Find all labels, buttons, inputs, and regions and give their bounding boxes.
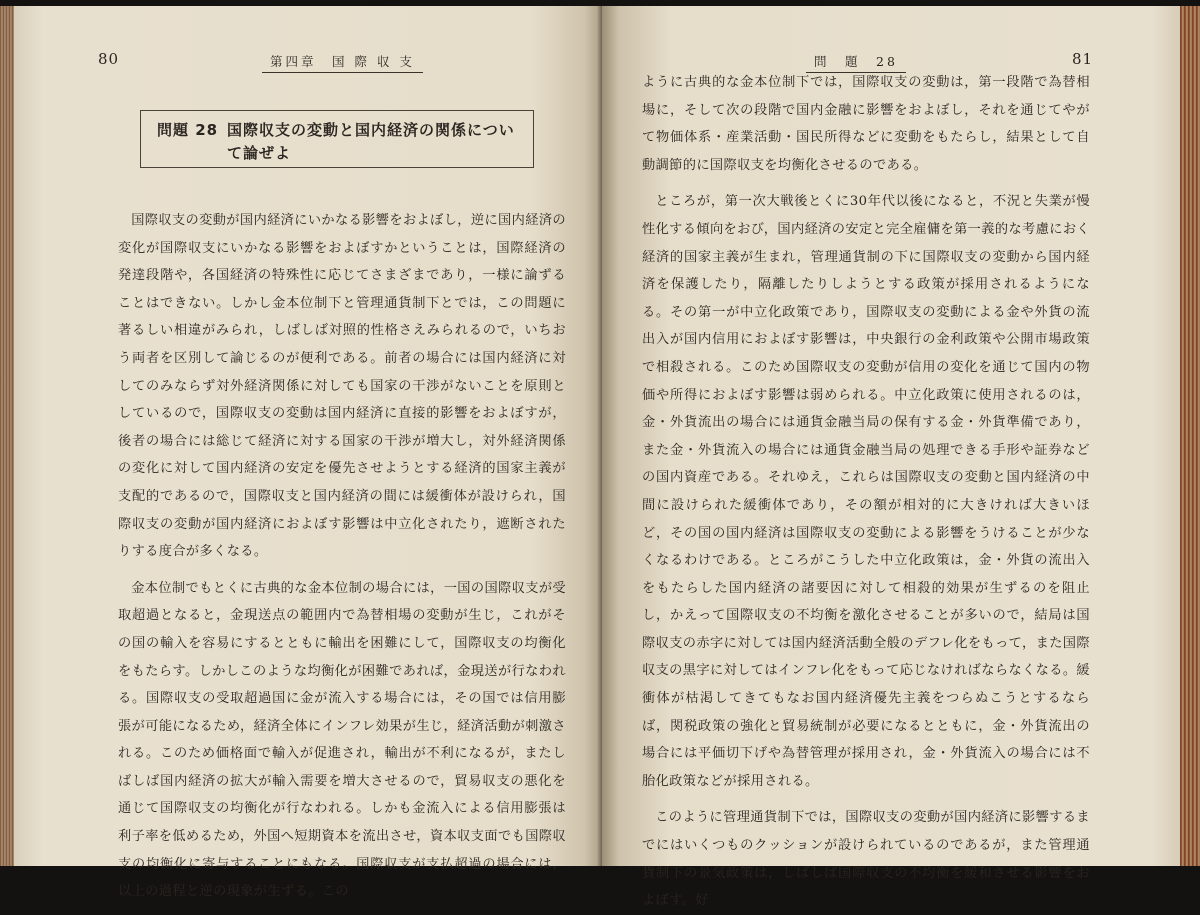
body-text bbox=[642, 69, 1090, 915]
right-page bbox=[602, 6, 1180, 909]
question-title: 国際収支の変動と国内経済の関係について論ぜよ bbox=[227, 121, 515, 162]
book-edge-left bbox=[0, 6, 14, 866]
question-label: 問題 28 bbox=[157, 121, 219, 139]
paragraph: ところが，第一次大戦後とくに30年代以後になると，不況と失業が慢性化する傾向をおび，国内経済の安定と完全雇傭を第一義的な考慮におく経済的国家主義が生まれ，管理通貨制の下に国際収支の変動から国内経済を保護したり，隔離したりしようとする政策が採用されるようになる。その第一が中立化政策であり，国際収支の変動による金や外貨の流出入が国内信用におよぼす影響は，中央銀行の金利政策や公開市場政策で相殺される。このため国際収支の変動が信用の変化を通じて国内の物価や所得におよぼす影響は弱められる。中立化政策に使用されるのは，金・外貨流出の場合には通貨金融当局の保有する金・外貨準備であり，また金・外貨流入の場合には通貨金融当局の処理できる手形や証券などの国内資産である。それゆえ，これらは国際収支の変動と国内経済の中間に設けられた緩衝体であり，その額が相対的に大きければ大きいほど，その国の国内経済は国際収支の変動による影響をうけることが少なくなるわけである。ところがこうした中立化政策は，金・外貨の流出入をもたらした国内経済の諸要因に対して相殺的効果が生ずるのを阻止し，かえって国際収支の不均衡を激化させることが多いので，結局は国際収支の赤字に対しては国内経済活動全般のデフレ化をもって，また国際収支の黒字に対してはインフレ化をもって応じなければならなくなる。緩衝体が枯渇してきてもなお国内経済優先主義をつらぬこうとするならば，関税政策の強化と貿易統制が必要になるとともに，金・外貨流出の場合には平価切下げや為替管理が採用され，金・外貨流入の場合には不胎化政策などが採用される。 bbox=[642, 194, 1090, 789]
paragraph: 金本位制でもとくに古典的な金本位制の場合には，一国の国際収支が受取超過となると，金現送点の範囲内で為替相場の変動が生じ，これがその国の輸入を容易にするとともに輸出を困難にして，国際収支の均衡化をもたらす。しかしこのような均衡化が困難であれば，金現送が行なわれる。国際収支の受取超過国に金が流入する場合には，その国では信用膨張が可能になるため，経済全体にインフレ効果が生じ，経済活動が刺激される。このため価格面で輸入が促進され，輸出が不利になるが，またしばしば国内経済の拡大が輸入需要を増大させるので，貿易収支の悪化を通じて国際収支の均衡化が行なわれる。しかも金流入による信用膨張は利子率を低めるため，外国へ短期資本を流出させ，資本収支面でも国際収支の均衡化に寄与することにもなる。国際収支が支払超過の場合には，以上の過程と逆の現象が生ずる。この bbox=[118, 580, 567, 900]
paragraph: 国際収支の変動が国内経済にいかなる影響をおよぼし，逆に国内経済の変化が国際収支にいかなる影響をおよぼすかということは，国際経済の発達段階や，各国経済の特殊性に応じてさまざまであり，一様に論ずることはできない。しかし金本位制下と管理通貨制下とでは，この問題に著るしい相違がみられ，しばしば対照的性格さえみられるので，いちおう両者を区別して論じるのが便利である。前者の場合には国内経済に対してのみならず対外経済関係に対しても国家の干渉がないことを原則としているので，国際収支の変動は国内経済に直接的影響をおよぼすが，後者の場合には総じて経済に対する国家の干渉が増大し，対外経済関係の変化に対して国内経済の安定を優先させようとする経済的国家主義が支配的であるので，国際収支と国内経済の間には緩衝体が設けられ，国際収支の変動が国内経済におよぼす影響は中立化されたり，遮断されたりする度合が多くなる。 bbox=[118, 213, 566, 560]
paragraph: ように古典的な金本位制下では，国際収支の変動は，第一段階で為替相場に，そして次の段階で国内金融に影響をおよぼし，それを通じてやがて物価体系・産業活動・国民所得などに変動をもたらし，結果として自動調節的に国際収支を均衡化させるのである。 bbox=[642, 75, 1090, 173]
page-number: 81 bbox=[1072, 50, 1094, 68]
question-title-box bbox=[140, 110, 534, 168]
paragraph: このように管理通貨制下では，国際収支の変動が国内経済に影響するまでにはいくつものクッションが設けられているのであるが，また管理通貨制下の景気政策は，しばしば国際収支の不均衡を緩和させる影響をおよぼす。好 bbox=[642, 810, 1090, 909]
running-head: 問 題 28 bbox=[806, 52, 906, 73]
running-head: 第四章 国 際 収 支 bbox=[262, 52, 423, 73]
body-text bbox=[118, 207, 566, 906]
left-page bbox=[14, 6, 602, 900]
page-number: 80 bbox=[98, 50, 120, 68]
book-edge-right bbox=[1180, 6, 1200, 866]
